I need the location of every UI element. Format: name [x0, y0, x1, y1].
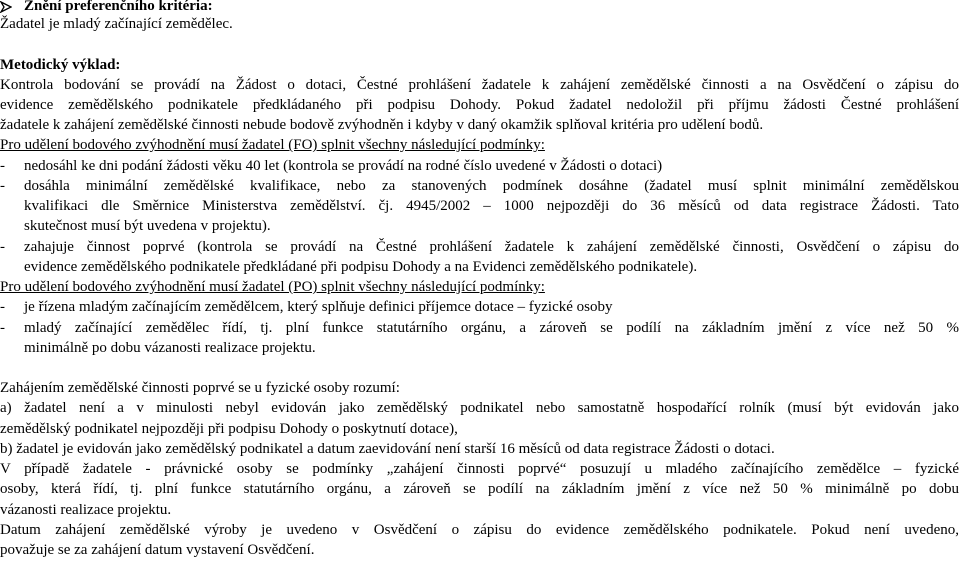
fo-item-2-line-2: kvalifikaci dle Směrnice Ministerstva zemědělství. čj. 4945/2002 – 1000 nejpozději do 36 měsíců od data registrace Žádosti. Tato	[24, 198, 959, 215]
dash-bullet: -	[0, 319, 5, 336]
method-line-1: Kontrola bodování se provádí na Žádost o dotaci, Čestné prohlášení žadatele k zahájení zemědělské činnosti a na Osvědčení o zápisu do	[0, 76, 959, 93]
fo-item-2-line-3: skutečnost musí být uvedena v projektu).	[24, 218, 271, 235]
dash-bullet: -	[0, 157, 5, 174]
fo-item-1-text: nedosáhl ke dni podání žádosti věku 40 let (kontrola se provádí na rodné číslo uvedené v Žádosti o dotaci)	[24, 157, 663, 174]
fo-item-3-line-2: evidence zemědělského podnikatele předkládané při podpisu Dohody a na Evidenci zemědělského podnikatele).	[24, 258, 698, 275]
start-c-line-2: osoby, která řídí, tj. plní funkce statutárního orgánu, a zároveň se podílí na základním jmění z více než 50 % minimálně po dobu	[0, 481, 959, 498]
dash-bullet: -	[0, 177, 5, 194]
method-line-3: žadatele k zahájení zemědělské činnosti nebude bodově zvýhodněn i kdyby v daný okamžik splňoval kritéria pro udělení bodů.	[0, 117, 764, 134]
date-line-2: považuje se za zahájení datum vystavení Osvědčení.	[0, 542, 315, 558]
fo-item-3-line-1: zahajuje činnost poprvé (kontrola se provádí na Čestné prohlášení žadatele k zahájení zemědělské činnosti, Osvědčení o zápisu do	[24, 238, 959, 255]
method-title: Metodický výklad:	[0, 56, 121, 73]
start-b-line-1: b) žadatel je evidován jako zemědělský podnikatel a datum zaevidování není starší 16 měsíců od data registrace Žádosti o dotaci.	[0, 440, 775, 457]
po-item-1-text: je řízena mladým začínajícím zemědělcem, který splňuje definici příjemce dotace – fyzické osoby	[24, 299, 613, 316]
start-c-line-1: V případě žadatele - právnické osoby se podmínky „zahájení činnosti poprvé“ posuzují u mladého začínajícího zemědělce – fyzické	[0, 461, 959, 478]
date-line-1: Datum zahájení zemědělské výroby je uvedeno v Osvědčení o zápisu do evidence zemědělského podnikatele. Pokud není uvedeno,	[0, 521, 959, 538]
po-item-2-line-2: minimálně po dobu vázanosti realizace projektu.	[24, 339, 316, 356]
criterion-title: Znění preferenčního kritéria:	[24, 0, 213, 14]
start-a-line-1: a) žadatel není a v minulosti nebyl evidován jako zemědělský podnikatel nebo samostatně hospodařící rolník (musí být evidován jako	[0, 400, 959, 417]
method-line-2: evidence zemědělského podnikatele předkládaného při podpisu Dohody. Pokud žadatel nedoložil při příjmu žádosti Čestné prohlášení	[0, 96, 959, 113]
start-a-line-2: zemědělský podnikatel nejpozději při podpisu Dohody o poskytnutí dotace),	[0, 420, 458, 437]
fo-conditions-heading: Pro udělení bodového zvýhodnění musí žadatel (FO) splnit všechny následující podmínky:	[0, 137, 545, 154]
dash-bullet: -	[0, 238, 5, 255]
dash-bullet: -	[0, 299, 5, 316]
po-conditions-heading: Pro udělení bodového zvýhodnění musí žadatel (PO) splnit všechny následující podmínky:	[0, 279, 545, 295]
po-item-2-line-1: mladý začínající zemědělec řídí, tj. plní funkce statutárního orgánu, a zároveň se podílí na základním jmění z více než 50 %	[24, 319, 959, 336]
arrow-bullet-icon	[0, 1, 12, 13]
start-intro: Zahájením zemědělské činnosti poprvé se u fyzické osoby rozumí:	[0, 380, 400, 397]
fo-item-2-line-1: dosáhla minimální zemědělské kvalifikace, nebo za stanovených podmínek dosáhne (žadatel musí splnit minimální zemědělskou	[24, 177, 959, 194]
start-c-line-3: vázanosti realizace projektu.	[0, 501, 172, 518]
criterion-subtitle: Žadatel je mladý začínající zemědělec.	[0, 16, 233, 32]
